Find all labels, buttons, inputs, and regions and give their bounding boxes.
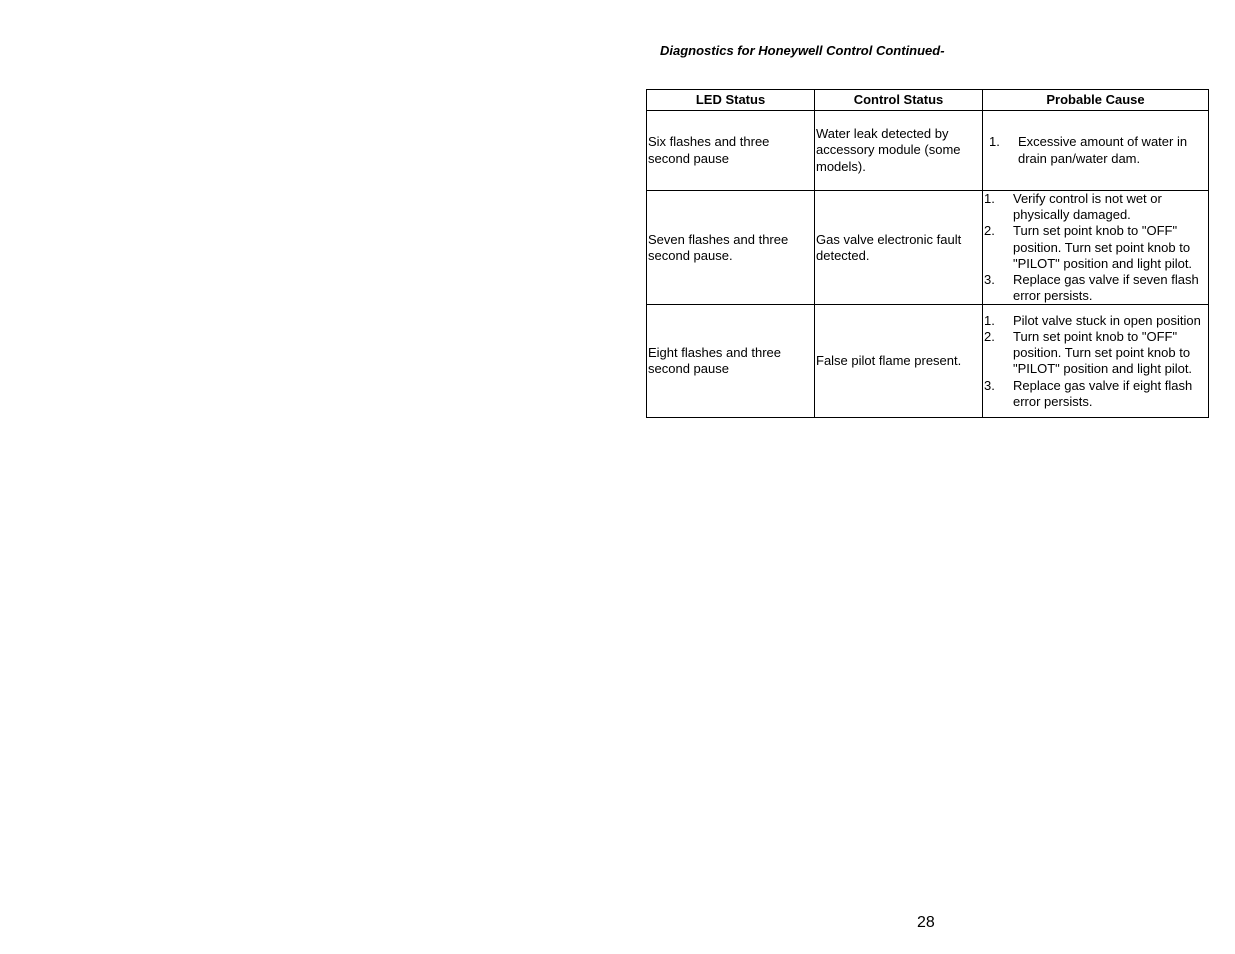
header-control-status: Control Status [815, 90, 983, 111]
cause-number: 1. [989, 134, 1000, 150]
header-probable-cause: Probable Cause [983, 90, 1209, 111]
led-status-cell: Seven flashes and three second pause. [647, 191, 815, 305]
control-status-cell: Gas valve electronic fault detected. [815, 191, 983, 305]
led-status-cell: Six flashes and three second pause [647, 111, 815, 191]
cause-text: Verify control is not wet or physically damaged. [1013, 191, 1162, 223]
cause-item [984, 223, 1207, 272]
cause-item [984, 313, 1207, 329]
cause-item [984, 329, 1207, 378]
cause-number: 1. [984, 191, 995, 206]
table-row [647, 305, 1209, 418]
cause-text: Pilot valve stuck in open position [1013, 312, 1201, 328]
page-number: 28 [917, 914, 935, 931]
cause-list [984, 134, 1207, 166]
cause-item [984, 272, 1207, 304]
cause-text: Turn set point knob to "OFF" position. Turn set point knob to "PILOT" position and light pilot. [1013, 329, 1193, 377]
cause-number: 2. [984, 329, 995, 345]
cause-text: Replace gas valve if seven flash error persists. [1013, 272, 1199, 304]
table-header-row [647, 90, 1209, 111]
table-row [647, 191, 1209, 305]
cause-list [984, 191, 1207, 304]
cause-item [984, 134, 1207, 166]
control-status-cell: False pilot flame present. [815, 305, 983, 418]
cause-number: 3. [984, 272, 995, 288]
cause-item [984, 378, 1207, 410]
probable-cause-cell [983, 111, 1209, 191]
table-row [647, 111, 1209, 191]
led-status-cell: Eight flashes and three second pause [647, 305, 815, 418]
section-heading: Diagnostics for Honeywell Control Continued- [660, 43, 945, 58]
cause-list [984, 313, 1207, 410]
probable-cause-cell [983, 305, 1209, 418]
probable-cause-cell [983, 191, 1209, 305]
cause-number: 2. [984, 223, 995, 239]
cause-text: Replace gas valve if eight flash error persists. [1013, 377, 1193, 409]
cause-item [984, 191, 1207, 223]
cause-text: Turn set point knob to "OFF" position. Turn set point knob to "PILOT" position and light pilot. [1013, 223, 1193, 271]
control-status-cell: Water leak detected by accessory module (some models). [815, 111, 983, 191]
cause-text: Excessive amount of water in drain pan/water dam. [1018, 134, 1188, 166]
cause-number: 3. [984, 377, 995, 393]
header-led-status: LED Status [647, 90, 815, 111]
cause-number: 1. [984, 312, 995, 328]
diagnostics-table [646, 89, 1209, 418]
